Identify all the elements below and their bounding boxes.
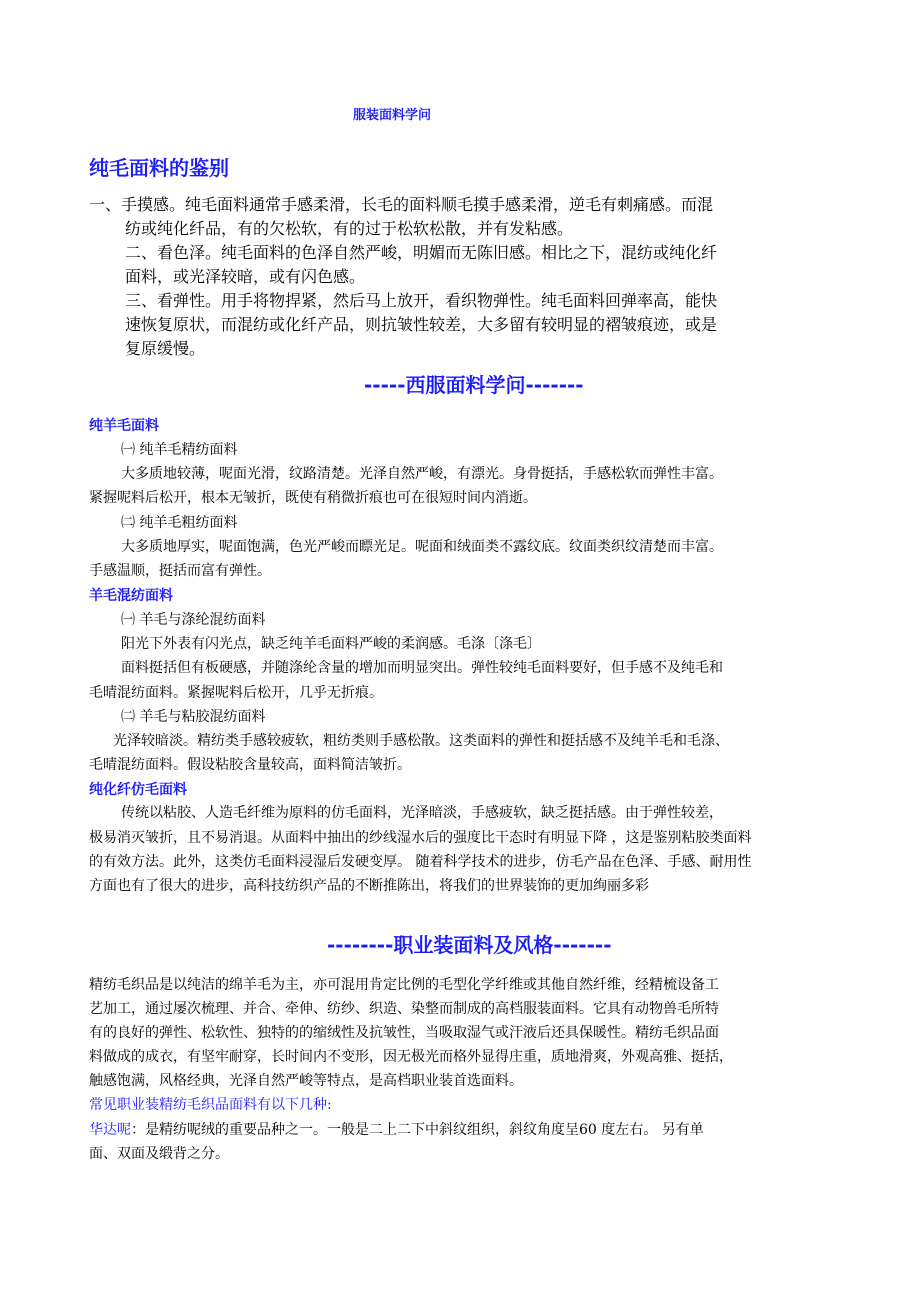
paragraph-line: 一、手摸感。纯毛面料通常手感柔滑，长毛的面料顺毛摸手感柔滑，逆毛有刺痛感。而混 bbox=[89, 195, 714, 214]
subheading-synthetic-imitation: 纯化纤仿毛面料 bbox=[89, 782, 187, 798]
paragraph-line: 料做成的成衣，有坚牢耐穿，长时间内不变形，因无极光而格外显得庄重，质地滑爽，外观高雅、挺括， bbox=[89, 1049, 733, 1065]
paragraph-line: 三、看弹性。用手将物捍紧，然后马上放开，看织物弹性。纯毛面料回弹率高，能快 bbox=[125, 291, 718, 310]
paragraph-line: 有的良好的弹性、松软性、独特的的缩绒性及抗皱性，当吸取湿气或汗液后还具保暖性。精纺毛织品面 bbox=[89, 1025, 719, 1041]
list-intro: 常见职业装精纺毛织品面料有以下几种: bbox=[89, 1097, 332, 1113]
paragraph-line: 速恢复原状，而混纺或化纤产品，则抗皱性较差，大多留有较明显的褶皱痕迹，或是 bbox=[125, 315, 718, 334]
term-text: ：是精纺呢绒的重要品种之一。一般是二上二下中斜纹组织，斜纹角度呈60 度左右。 另有单 bbox=[131, 1122, 704, 1138]
term-definition bbox=[89, 1118, 704, 1142]
paragraph-line: 大多质地厚实，呢面饱满，色光严峻而瞟光足。呢面和绒面类不露纹底。纹面类织纹清楚而丰富。 bbox=[121, 539, 723, 555]
paragraph-line: 精纺毛织品是以纯洁的绵羊毛为主，亦可混用肯定比例的毛型化学纤维或其他自然纤维，经精梳设备工 bbox=[89, 977, 719, 993]
paragraph-line: 二、看色泽。纯毛面料的色泽自然严峻，明媚而无陈旧感。相比之下，混纺或纯化纤 bbox=[125, 243, 718, 262]
term-label: 华达呢 bbox=[89, 1122, 131, 1138]
paragraph-line: 毛晴混纺面料。假设粘胶含量较高，面料简洁皱折。 bbox=[89, 757, 411, 773]
paragraph-line: 极易消灭皱折，且不易消退。从面料中抽出的纱线湿水后的强度比干态时有明显下降 ，这是鉴别粘胶类面料 bbox=[89, 830, 752, 846]
document-title: 服装面料学问 bbox=[353, 108, 432, 123]
list-item: ㈠ 纯羊毛精纺面料 bbox=[121, 442, 238, 458]
paragraph-line: 光泽较暗淡。精纺类手感较疲软，粗纺类则手感松散。这类面料的弹性和挺括感不及纯羊毛和毛涤、 bbox=[113, 733, 729, 749]
list-item: ㈡ 羊毛与粘胶混纺面料 bbox=[121, 709, 266, 725]
paragraph-line: 紧握呢料后松开，根本无皱折，既使有稍微折痕也可在很短时间内消逝。 bbox=[89, 490, 537, 506]
paragraph-line: 传统以粘胶、人造毛纤维为原料的仿毛面料，光泽暗淡，手感疲软，缺乏挺括感。由于弹性较差， bbox=[121, 805, 723, 821]
list-item: ㈡ 纯羊毛粗纺面料 bbox=[121, 515, 238, 531]
paragraph-line: 的有效方法。此外，这类仿毛面料浸湿后发硬变厚。 随着科学技术的进步，仿毛产品在色泽、手感、耐用性 bbox=[89, 854, 752, 870]
paragraph-line: 阳光下外表有闪光点，缺乏纯羊毛面料严峻的柔润感。毛涤〔涤毛〕 bbox=[121, 636, 541, 652]
paragraph-line: 艺加工，通过屡次梳理、并合、牵伸、纺纱、织造、染整而制成的高档服装面料。它具有动物兽毛所特 bbox=[89, 1001, 719, 1017]
paragraph-line: 触感饱满，风格经典，光泽自然严峻等特点，是高档职业装首选面料。 bbox=[89, 1073, 523, 1089]
paragraph-line: 面料，或光泽较暗，或有闪色感。 bbox=[125, 267, 366, 286]
paragraph-line: 手感温顺，挺括而富有弹性。 bbox=[89, 563, 271, 579]
paragraph-line: 纺或纯化纤品，有的欠松软，有的过于松软松散，并有发粘感。 bbox=[125, 219, 574, 238]
subheading-wool-blend: 羊毛混纺面料 bbox=[89, 588, 173, 604]
section-heading-workwear-fabric: --------职业装面料及风格------- bbox=[327, 933, 612, 957]
section-heading-wool-identification: 纯毛面料的鉴别 bbox=[89, 156, 229, 180]
subheading-pure-wool: 纯羊毛面料 bbox=[89, 418, 159, 434]
paragraph-line: 方面也有了很大的进步，高科技纺织产品的不断推陈出，将我们的世界装饰的更加绚丽多彩 bbox=[89, 878, 649, 894]
paragraph-line: 复原缓慢。 bbox=[125, 339, 206, 358]
paragraph-line: 毛晴混纺面料。紧握呢料后松开，几乎无折痕。 bbox=[89, 685, 383, 701]
section-heading-suit-fabric: -----西服面料学问------- bbox=[364, 373, 584, 397]
paragraph-line: 面料挺括但有板硬感，并随涤纶含量的增加而明显突出。弹性较纯毛面料要好，但手感不及纯毛和 bbox=[121, 660, 723, 676]
paragraph-line: 面、双面及缎背之分。 bbox=[89, 1146, 229, 1162]
paragraph-line: 大多质地较薄，呢面光滑，纹路清楚。光泽自然严峻，有漂光。身骨挺括，手感松软而弹性丰富。 bbox=[121, 466, 723, 482]
list-item: ㈠ 羊毛与涤纶混纺面料 bbox=[121, 612, 266, 628]
